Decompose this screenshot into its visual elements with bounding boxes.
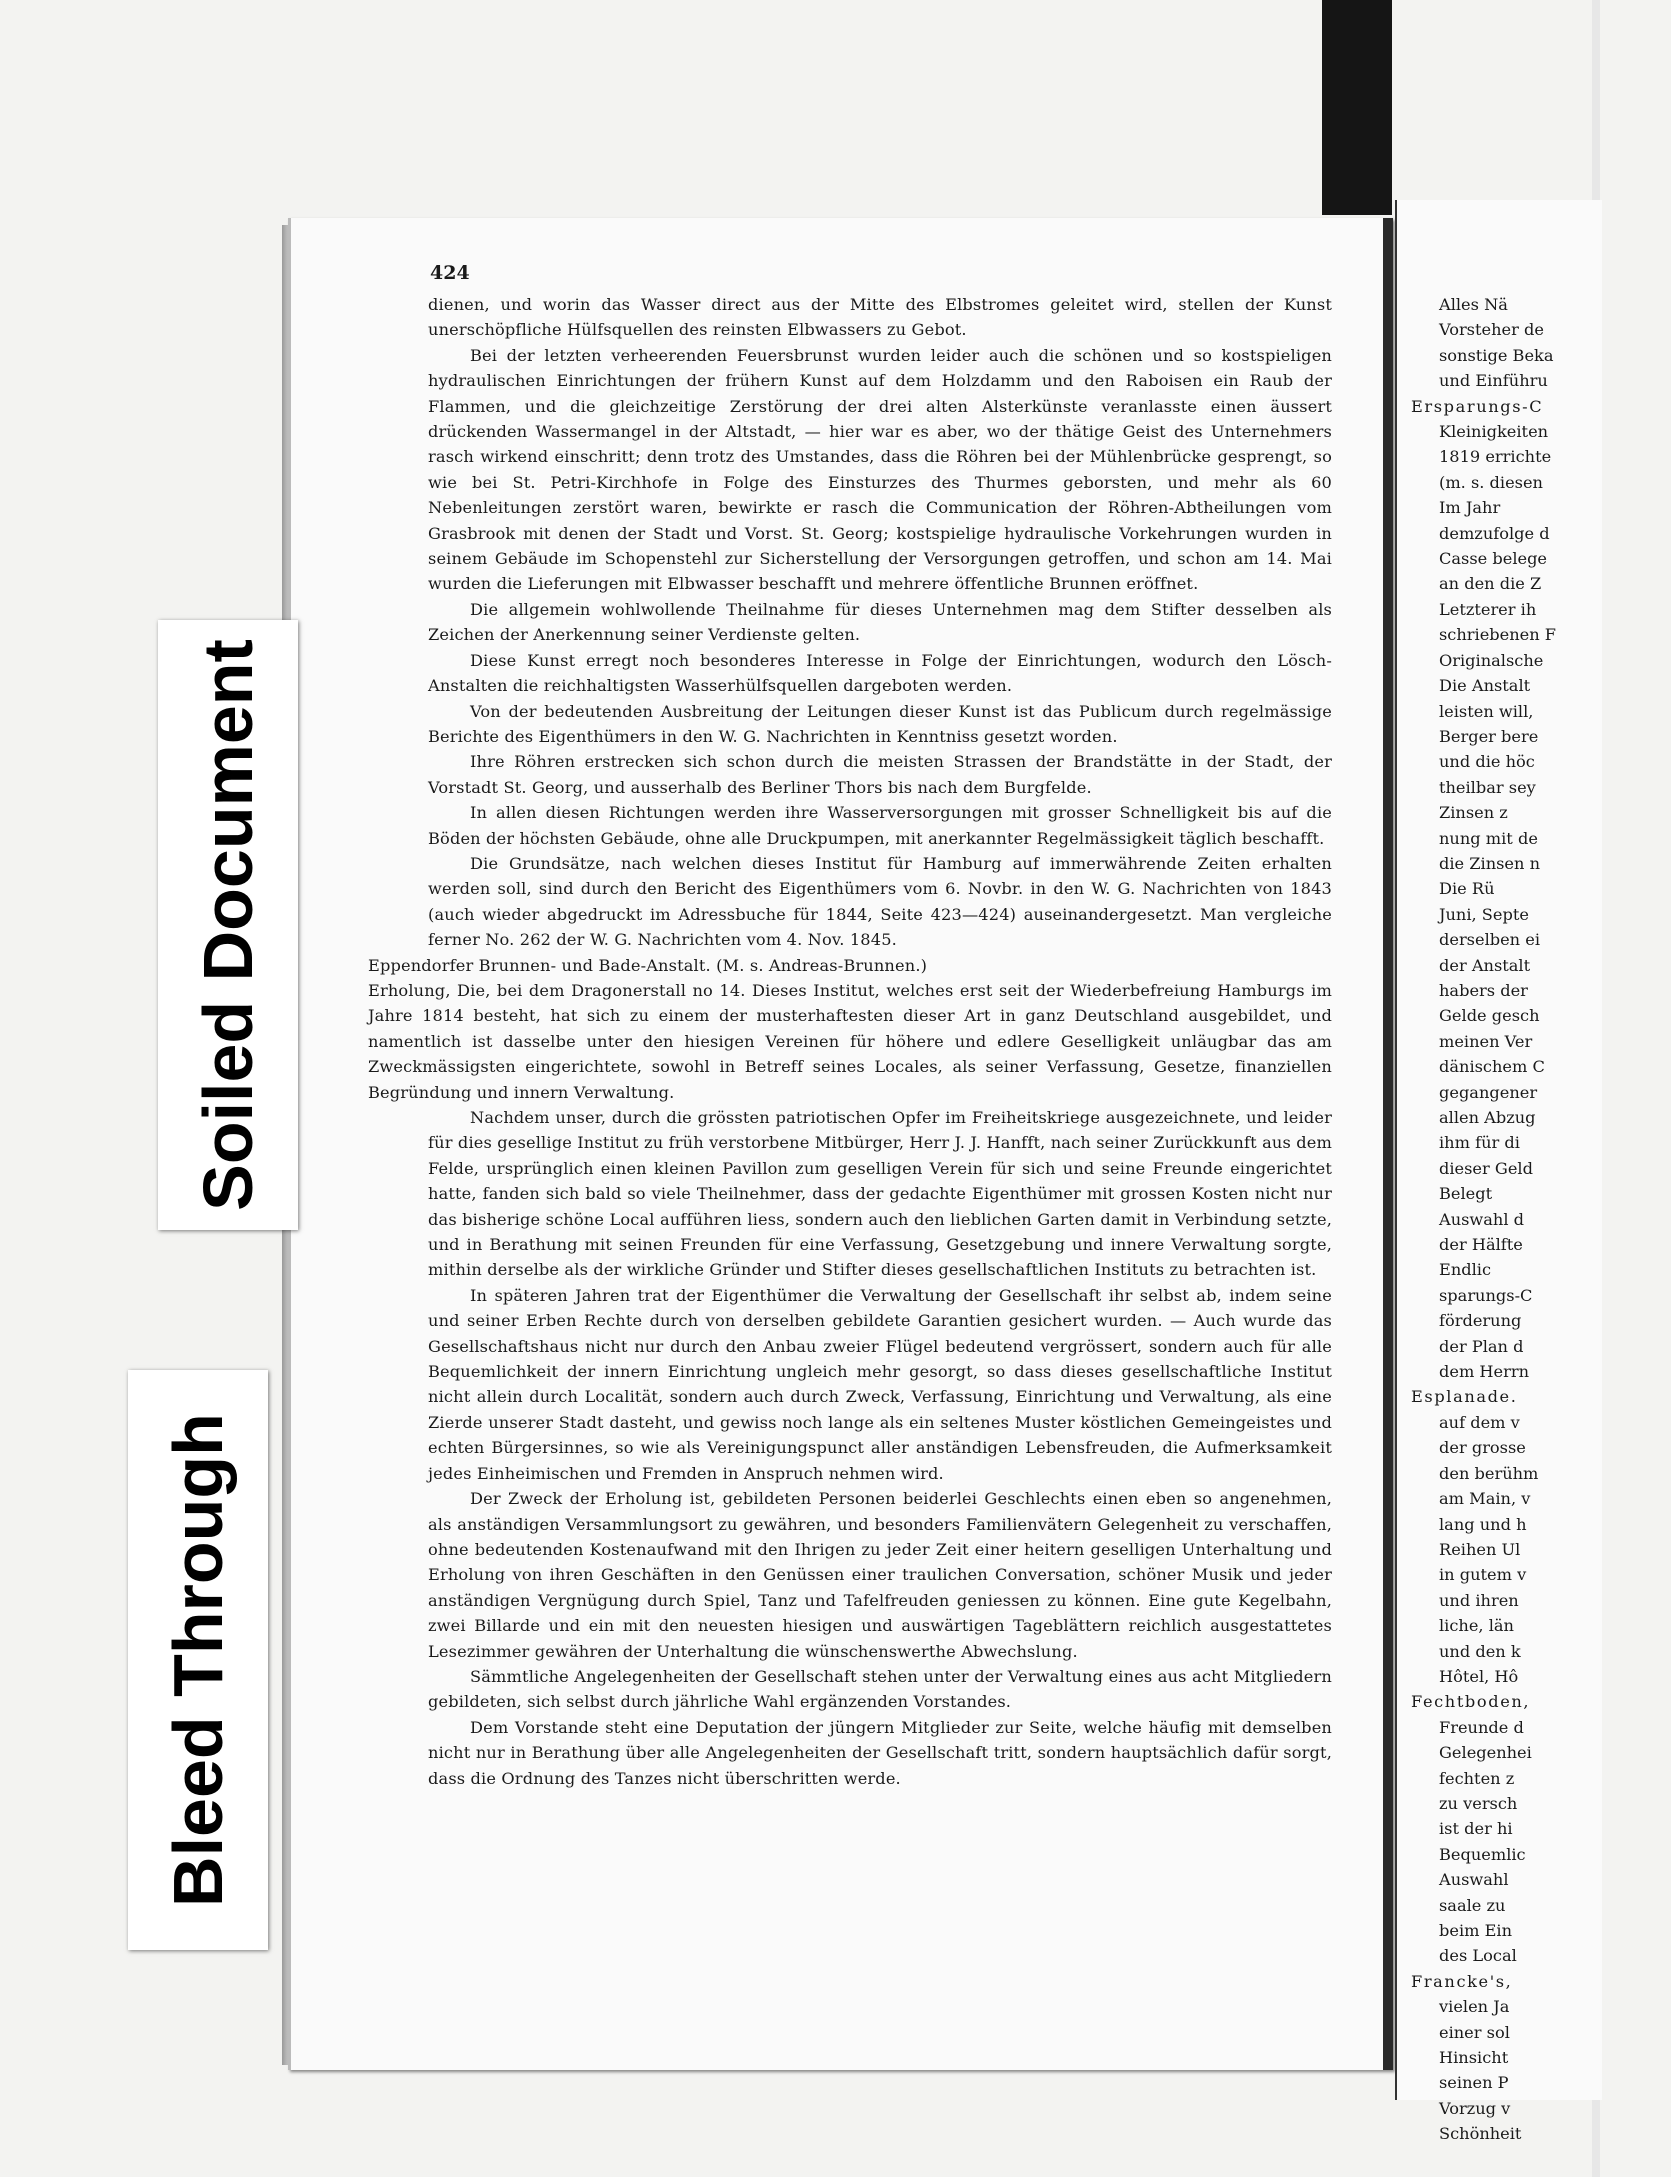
adjacent-page-line: der Plan d bbox=[1439, 1336, 1524, 1356]
adjacent-page-line: dieser Geld bbox=[1439, 1158, 1533, 1178]
adjacent-page-line: nung mit de bbox=[1439, 828, 1538, 848]
paragraph: Die allgemein wohlwollende Theilnahme für dieses Unternehmen mag dem Stifter desselben als Zeichen der Anerkennung seiner Verdienste gelten. bbox=[428, 599, 1332, 645]
adjacent-page-line: meinen Ver bbox=[1439, 1031, 1533, 1051]
adjacent-page-line: der grosse bbox=[1439, 1438, 1526, 1458]
adjacent-page-line: Schönheit bbox=[1439, 2124, 1522, 2144]
adjacent-page-text bbox=[1411, 292, 1671, 2147]
adjacent-page-line: Hinsicht bbox=[1439, 2048, 1509, 2068]
adjacent-page-line: Gelegenhei bbox=[1439, 1743, 1532, 1763]
binding-strip bbox=[1322, 0, 1392, 215]
adjacent-page-line: allen Abzug bbox=[1439, 1108, 1536, 1127]
adjacent-page-line: Auswahl bbox=[1439, 1870, 1509, 1890]
adjacent-page-line: Gelde gesch bbox=[1439, 1006, 1540, 1026]
adjacent-page-line: leisten will, bbox=[1439, 701, 1534, 721]
adjacent-page-line: Berger bere bbox=[1439, 726, 1539, 746]
adjacent-page-line: saale zu bbox=[1439, 1895, 1506, 1915]
adjacent-page-line: fechten z bbox=[1439, 1768, 1515, 1788]
adjacent-page-line: Francke's, bbox=[1411, 1971, 1513, 1991]
adjacent-page-line: der Anstalt bbox=[1439, 955, 1531, 975]
adjacent-page-line: Auswahl d bbox=[1439, 1209, 1525, 1229]
adjacent-page-line: Ersparungs-C bbox=[1411, 396, 1544, 416]
adjacent-page-line: seinen P bbox=[1439, 2073, 1509, 2093]
main-text-column bbox=[368, 292, 1332, 1791]
paragraph: Von der bedeutenden Ausbreitung der Leitungen dieser Kunst ist das Publicum durch regelmässige Berichte des Eigenthümers in den W. G. Nachrichten in Kenntniss gesetzt worden. bbox=[428, 701, 1332, 746]
adjacent-page-line: dem Herrn bbox=[1439, 1362, 1530, 1382]
paragraph: In späteren Jahren trat der Eigenthümer die Verwaltung der Gesellschaft ihr selbst ab, indem seine und seiner Erben Rechte durch von derselben gebildete Garantien gesichert wurden. — Auch wurde das Gesellschaftshaus nicht nur durch den Anbau zweier Flügel bedeutend vergrössert, sondern auch für alle Bequemlichkeit der innern Einrichtung ungleich mehr gesorgt, so dass dieses gesellschaftliche Institut nicht allein durch Localität, sondern auch durch Zweck, Verfassung, Einrichtung und Verwaltung, als eine Zierde unserer Stadt dasteht, und gewiss noch lange als ein seltenes Muster köstlichen Gemeingeistes und echten Bürgersinnes, so wie als Vereinigungspunct aller anständigen Lebensfreuden, die Aufmerksamkeit jedes Einheimischen und Fremden in Anspruch nehmen wird. bbox=[428, 1285, 1332, 1483]
adjacent-page-line: den berühm bbox=[1439, 1463, 1539, 1483]
adjacent-page-line: Endlic bbox=[1439, 1260, 1492, 1280]
adjacent-page-line: Alles Nä bbox=[1439, 295, 1508, 314]
adjacent-page-line: Fechtboden, bbox=[1411, 1692, 1531, 1712]
paragraph: Ihre Röhren erstrecken sich schon durch die meisten Strassen der Brandstätte in der Stadt, der Vorstadt St. Georg, und ausserhalb des Berliner Thors bis nach dem Burgfelde. bbox=[428, 752, 1332, 797]
page-number: 424 bbox=[430, 262, 470, 284]
adjacent-page-line: gegangener bbox=[1439, 1082, 1538, 1102]
adjacent-page-line: Zinsen z bbox=[1439, 803, 1508, 823]
adjacent-page-line: vielen Ja bbox=[1439, 1997, 1510, 2017]
adjacent-page-line: Juni, Septe bbox=[1439, 904, 1529, 924]
adjacent-page-line: demzufolge d bbox=[1439, 523, 1550, 543]
adjacent-page-line: und die höc bbox=[1439, 752, 1535, 772]
adjacent-page-line: Esplanade. bbox=[1411, 1387, 1518, 1407]
adjacent-page bbox=[1395, 200, 1602, 2144]
adjacent-page-line: habers der bbox=[1439, 980, 1528, 1000]
dictionary-entry: Erholung, Die, bei dem Dragonerstall no 14. Dieses Institut, welches erst seit der Wiederbefreiung Hamburgs im Jahre 1814 besteht, hat sich zu einem der musterhaftesten dieser Art in ganz Deutschland ausgebildet, und namentlich ist dasselbe unter den hiesigen Vereinen für höhere und edlere Geselligkeit unläugbar das am Zweckmässigsten eingerichtete, sowohl in Betreff seines Locales, als seiner Verfassung, Gesetze, finanziellen Begründung und innern Verwaltung. bbox=[368, 980, 1332, 1102]
adjacent-page-line: derselben ei bbox=[1439, 930, 1541, 950]
adjacent-page-line: und Einführu bbox=[1439, 371, 1548, 391]
adjacent-page-line: 1819 errichte bbox=[1439, 447, 1552, 467]
paragraph: Sämmtliche Angelegenheiten der Gesellschaft stehen unter der Verwaltung eines aus acht Mitgliedern gebildeten, sich selbst durch jährliche Wahl ergänzenden Vorstandes. bbox=[428, 1666, 1332, 1712]
adjacent-page-line: auf dem v bbox=[1439, 1412, 1520, 1432]
paragraph: Diese Kunst erregt noch besonderes Interesse in Folge der Einrichtungen, wodurch den Lösch-Anstalten die reichhaltigsten Wasserhülfsquellen dargeboten werden. bbox=[428, 650, 1332, 696]
adjacent-page-line: und ihren bbox=[1439, 1590, 1519, 1610]
adjacent-page-line: einer sol bbox=[1439, 2022, 1510, 2042]
paragraph: dienen, und worin das Wasser direct aus der Mitte des Elbstromes geleitet wird, stellen der Kunst unerschöpfliche Hülfsquellen des reinsten Elbwassers zu Gebot. bbox=[428, 295, 1332, 340]
paragraph: Bei der letzten verheerenden Feuersbrunst wurden leider auch die schönen und so kostspieligen hydraulischen Einrichtungen der frühern Kunst auf dem Holzdamm und den Raboisen ein Raub der Flammen, und die gleichzeitige Zerstörung der drei alten Alsterkünste veranlasste einen äussert drückenden Wassermangel in der Altstadt, — hier war es aber, wo der thätige Geist des Unternehmers rasch wirkend einschritt; denn trotz des Umstandes, dass die Röhren bei der Mühlenbrücke gesprengt, so wie bei St. Petri-Kirchhofe in Folge des Einsturzes des Thurmes geborsten, und mehr als 60 Nebenleitungen zerstört waren, bewirkte er rasch die Communication der Röhren-Abtheilungen vom Grasbrook mit denen der Stadt und Vorst. St. Georg; kostspielige hydraulische Vorkehrungen wurden in seinem Gebäude im Schopenstehl zur Sicherstellung der Versorgungen getroffen, und schon am 14. Mai wurden die Lieferungen mit Elbwasser beschafft und mehrere öffentliche Brunnen eröffnet. bbox=[428, 345, 1332, 594]
adjacent-page-line: Die Anstalt bbox=[1439, 676, 1531, 696]
paragraph: Die Grundsätze, nach welchen dieses Institut für Hamburg auf immerwährende Zeiten erhalten werden soll, sind durch den Bericht des Eigenthümers vom 6. Novbr. in den W. G. Nachrichten von 1843 (auch wieder abgedruckt im Adressbuche für 1844, Seite 423—424) auseinandergesetzt. Man vergleiche ferner No. 262 der W. G. Nachrichten vom 4. Nov. 1845. bbox=[428, 853, 1332, 950]
adjacent-page-line: sonstige Beka bbox=[1439, 345, 1554, 365]
paragraph: In allen diesen Richtungen werden ihre Wasserversorgungen mit grosser Schnelligkeit bis auf die Böden der höchsten Gebäude, ohne alle Druckpumpen, mit anerkannter Regelmässigkeit täglich beschafft. bbox=[428, 803, 1332, 848]
adjacent-page-line: beim Ein bbox=[1439, 1921, 1513, 1940]
adjacent-page-line: Originalsche bbox=[1439, 650, 1544, 670]
adjacent-page-line: Im Jahr bbox=[1439, 498, 1501, 518]
adjacent-page-line: Reihen Ul bbox=[1439, 1539, 1521, 1559]
adjacent-page-line: ist der hi bbox=[1439, 1819, 1513, 1839]
paragraph: Dem Vorstande steht eine Deputation der jüngern Mitglieder zur Seite, welche häufig mit demselben nicht nur in Berathung über alle Angelegenheiten der Gesellschaft tritt, sondern hauptsächlich dafür sorgt, dass die Ordnung des Tanzes nicht überschritten werde. bbox=[428, 1717, 1332, 1788]
adjacent-page-line: des Local bbox=[1439, 1946, 1517, 1966]
adjacent-page-line: in gutem v bbox=[1439, 1565, 1527, 1585]
adjacent-page-line: Casse belege bbox=[1439, 549, 1548, 569]
adjacent-page-line: liche, län bbox=[1439, 1616, 1514, 1636]
adjacent-page-line: Freunde d bbox=[1439, 1717, 1524, 1737]
adjacent-page-line: förderung bbox=[1439, 1311, 1522, 1331]
adjacent-page-line: Hôtel, Hô bbox=[1439, 1666, 1519, 1686]
adjacent-page-line: Letzterer ih bbox=[1439, 599, 1537, 619]
soiled-document-label-text: Soiled Document bbox=[189, 639, 268, 1211]
soiled-document-label bbox=[158, 620, 298, 1230]
bleed-through-label-text: Bleed Through bbox=[159, 1413, 237, 1907]
adjacent-page-line: die Zinsen n bbox=[1439, 853, 1540, 873]
bleed-through-label bbox=[128, 1370, 268, 1950]
adjacent-page-line: Kleinigkeiten bbox=[1439, 422, 1549, 442]
adjacent-page-line: Vorzug v bbox=[1439, 2098, 1511, 2118]
adjacent-page-line: Die Rü bbox=[1439, 879, 1495, 899]
adjacent-page-line: zu versch bbox=[1439, 1793, 1518, 1813]
paragraph: Der Zweck der Erholung ist, gebildeten Personen beiderlei Geschlechts einen eben so angenehmen, als anständigen Versammlungsort zu gewähren, und besonders Familienvätern Gelegenheit zu verschaffen, ohne bedeutenden Kostenaufwand mit den Ihrigen zu jeder Zeit einer heitern geselligen Unterhaltung und Erholung von ihren Geschäften in den Genüssen einer traulichen Conversation, schöner Musik und jeder anständigen Vergnügung durch Spiel, Tanz und Tafelfreuden geniessen zu können. Eine gute Kegelbahn, zwei Billarde und ein mit den neuesten hiesigen und auswärtigen Tageblättern reichlich ausgestattetes Lesezimmer gewähren der Unterhaltung die wünschenswerthe Abwechslung. bbox=[428, 1489, 1332, 1661]
adjacent-page-line: (m. s. diesen bbox=[1439, 472, 1543, 492]
adjacent-page-line: dänischem C bbox=[1439, 1057, 1545, 1077]
adjacent-page-line: theilbar sey bbox=[1439, 777, 1536, 797]
adjacent-page-line: lang und h bbox=[1439, 1514, 1527, 1534]
adjacent-page-line: schriebenen F bbox=[1439, 625, 1557, 645]
dictionary-entry: Eppendorfer Brunnen- und Bade-Anstalt. (M. s. Andreas-Brunnen.) bbox=[368, 955, 928, 975]
adjacent-page-line: an den die Z bbox=[1439, 574, 1542, 594]
paragraph: Nachdem unser, durch die grössten patriotischen Opfer im Freiheitskriege ausgezeichnete, und leider für dies gesellige Institut zu früh verstorbene Mitbürger, Herr J. J. Hanfft, nach seiner Zurückkunft aus dem Felde, ursprünglich einen kleinen Pavillon zum geselligen Verein für sich und seine Freunde eingerichtet hatte, fanden sich bald so viele Theilnehmer, dass der gedachte Eigenthümer mit grossen Kosten nicht nur das bisherige schöne Local aufführen liess, sondern auch den lieblichen Garten damit in Verbindung setzte, und in Berathung mit seinen Freunden für eine Verfassung, Gesetzgebung und innere Verwaltung sorgte, mithin derselbe als der wirkliche Gründer und Stifter dieses gesellschaftlichen Instituts zu betrachten ist. bbox=[428, 1108, 1332, 1280]
adjacent-page-line: ihm für di bbox=[1439, 1133, 1520, 1153]
adjacent-page-line: und den k bbox=[1439, 1641, 1521, 1661]
adjacent-page-line: sparungs-C bbox=[1439, 1285, 1533, 1305]
adjacent-page-line: Vorsteher de bbox=[1439, 320, 1544, 340]
adjacent-page-line: Bequemlic bbox=[1439, 1844, 1526, 1864]
adjacent-page-line: der Hälfte bbox=[1439, 1235, 1523, 1255]
adjacent-page-line: Belegt bbox=[1439, 1184, 1493, 1204]
adjacent-page-line: am Main, v bbox=[1439, 1489, 1531, 1509]
